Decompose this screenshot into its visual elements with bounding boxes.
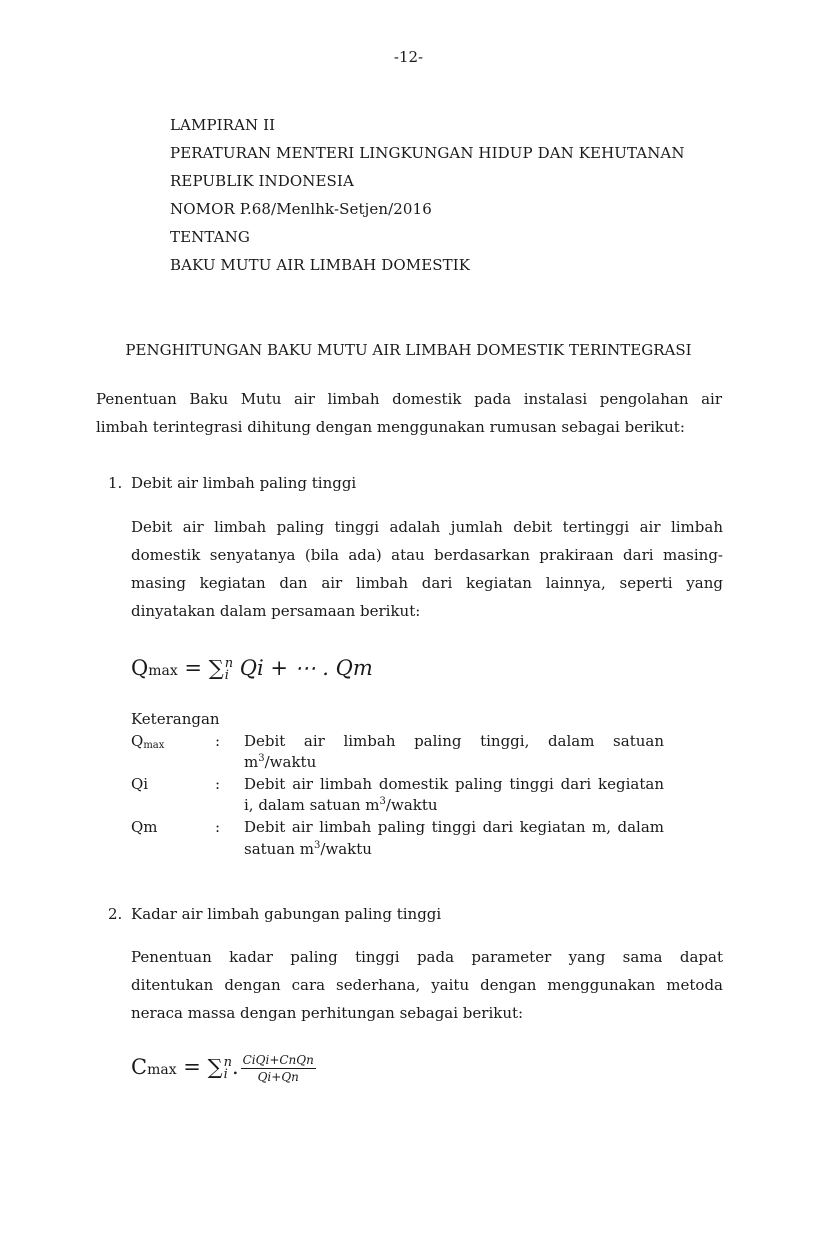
formula-cmax xyxy=(131,1052,316,1085)
document-title: PENGHITUNGAN BAKU MUTU AIR LIMBAH DOMESTIK TERINTEGRASI xyxy=(125,341,692,359)
keterangan-colon-3: : xyxy=(215,818,221,836)
intro-line-2: limbah terintegrasi dihitung dengan menggunakan rumusan sebagai berikut: xyxy=(96,418,685,436)
keterangan-term-qm: Qm xyxy=(131,818,158,836)
keterangan-def-qmax-line-1: Debit air limbah paling tinggi, dalam satuan xyxy=(244,732,664,750)
formula-qmax xyxy=(131,656,373,682)
section-1-para-line-1: Debit air limbah paling tinggi adalah jumlah debit tertinggi air limbah xyxy=(131,518,723,536)
keterangan-term-qmax: Qmax xyxy=(131,732,165,751)
section-2-heading: Kadar air limbah gabungan paling tinggi xyxy=(131,905,442,923)
formula-cmax-lhs: C xyxy=(131,1055,148,1079)
section-1-heading: Debit air limbah paling tinggi xyxy=(131,474,357,492)
formula-cmax-sum-sub: i xyxy=(223,1066,228,1082)
formula-cmax-fraction xyxy=(241,1052,316,1085)
formula-cmax-dot: . xyxy=(231,1055,239,1079)
formula-qmax-rhs: Qi + ⋯ . Qm xyxy=(233,656,373,680)
section-2-para-line-3: neraca massa dengan perhitungan sebagai berikut: xyxy=(131,1004,524,1022)
header-line-tentang: TENTANG xyxy=(170,228,250,246)
formula-qmax-sum-sup: n xyxy=(224,655,234,671)
page-number: -12- xyxy=(393,48,424,66)
section-1-number: 1. xyxy=(108,474,123,492)
intro-line-1: Penentuan Baku Mutu air limbah domestik pada instalasi pengolahan air xyxy=(96,390,722,408)
formula-qmax-sum-sub: i xyxy=(224,667,229,683)
formula-qmax-eq: = xyxy=(177,656,209,680)
keterangan-term-qi: Qi xyxy=(131,775,149,793)
section-1-para-line-3: masing kegiatan dan air limbah dari kegiatan lainnya, seperti yang xyxy=(131,574,723,592)
formula-qmax-lhs: Q xyxy=(131,656,149,680)
section-2-number: 2. xyxy=(108,905,123,923)
section-1-para-line-2: domestik senyatanya (bila ada) atau berdasarkan prakiraan dari masing- xyxy=(131,546,723,564)
keterangan-colon-2: : xyxy=(215,775,221,793)
header-line-peraturan: PERATURAN MENTERI LINGKUNGAN HIDUP DAN KEHUTANAN xyxy=(170,144,685,162)
section-2-para-line-2: ditentukan dengan cara sederhana, yaitu dengan menggunakan metoda xyxy=(131,976,723,994)
header-line-republik: REPUBLIK INDONESIA xyxy=(170,172,354,190)
keterangan-def-qmax-line-2: $m^3$/waktu xyxy=(244,753,317,771)
keterangan-colon-1: : xyxy=(215,732,221,750)
formula-qmax-lhs-sub: max xyxy=(148,663,178,679)
keterangan-def-qm-line-1: Debit air limbah paling tinggi dari kegiatan m, dalam xyxy=(244,818,664,836)
header-line-subject: BAKU MUTU AIR LIMBAH DOMESTIK xyxy=(170,256,471,274)
keterangan-label: Keterangan xyxy=(131,710,220,728)
section-2-para-line-1: Penentuan kadar paling tinggi pada parameter yang sama dapat xyxy=(131,948,723,966)
formula-cmax-lhs-sub: max xyxy=(147,1062,177,1078)
keterangan-def-qm-line-2: satuan $m^3$/waktu xyxy=(244,840,372,858)
formula-cmax-denominator: Qi+Qn xyxy=(257,1070,299,1084)
keterangan-def-qi-line-1: Debit air limbah domestik paling tinggi dari kegiatan xyxy=(244,775,664,793)
formula-cmax-numerator: CiQi+CnQn xyxy=(242,1053,314,1067)
header-line-nomor: NOMOR P.68/Menlhk-Setjen/2016 xyxy=(170,200,432,218)
formula-qmax-sum: ∑ xyxy=(208,656,224,680)
section-1-para-line-4: dinyatakan dalam persamaan berikut: xyxy=(131,602,421,620)
formula-cmax-sum: ∑ xyxy=(207,1055,223,1079)
keterangan-def-qi-line-2: i, dalam satuan $m^3$/waktu xyxy=(244,796,438,814)
formula-cmax-sum-sup: n xyxy=(223,1054,232,1070)
header-line-lampiran: LAMPIRAN II xyxy=(170,116,276,134)
formula-cmax-eq: = xyxy=(176,1055,208,1079)
